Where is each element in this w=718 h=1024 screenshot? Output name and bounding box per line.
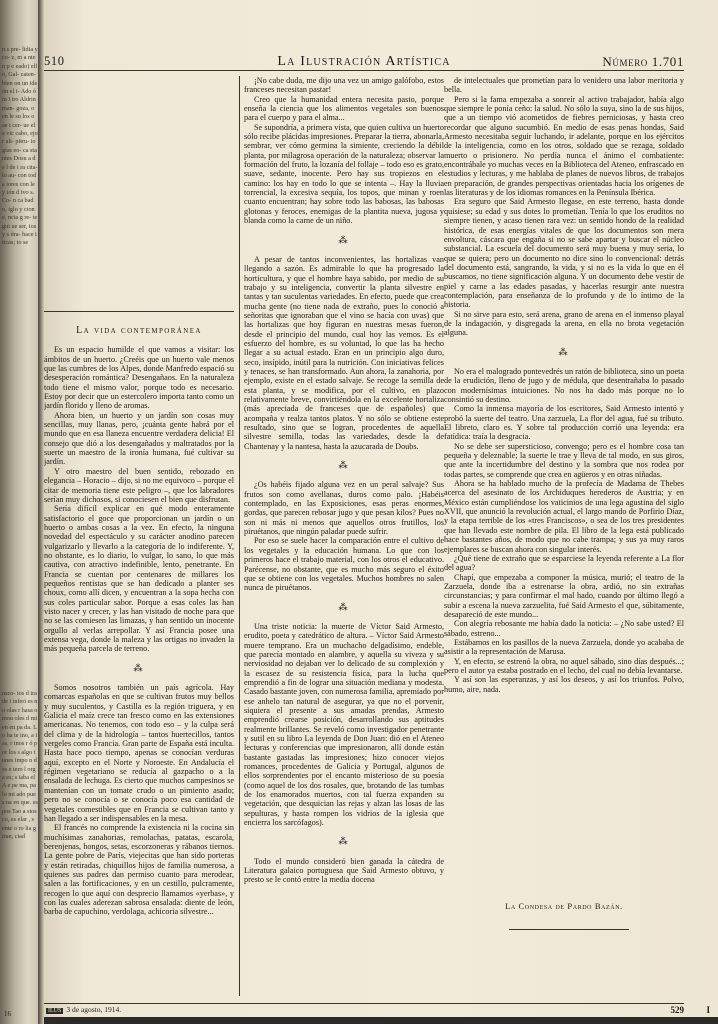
- magazine-title: La Ilustración Artística: [277, 54, 451, 69]
- paragraph: No se debe ser supersticioso, convengo; pero es el hombre cosa tan pequeña y deleznable; la suerte le trae y lleva de tal modo, en sus giros, que ante la incertidumbre del destino y la sombra que nos rodea por todas partes, se comprende que crea en agüeros y en otras niñadas.: [444, 441, 684, 479]
- paragraph: ¡No cabe duda, me dijo una vez un amigo galófobo, estos franceses necesitan pastar!: [244, 76, 444, 95]
- header-rule: [44, 70, 684, 71]
- paragraph: Somos nosotros también un país agrícola. Hay comarcas españolas en que se cultivan frutos muy bellos y muy suculentos, y Castilla es la región triguera, y en Galicia el maíz crece tan fresco como en las extensiones americanas. No tenemos, con todo eso – y la culpa será del clima y de la hidrología – tantos huertecillos, tantos vergeles como Francia. Gran parte de España está inculta. Hasta hace poco tiempo, apenas se conocían verduras aquí, excepto en el Norte y Noroeste. En Andalucía el régimen vegetariano se reducía al gazpacho o a la ensalada de lechuga. Es cierto que muchos campesinos se mantenían con un tomate crudo o un pimiento asado; pero no se conocía o se conocía poco esa cantidad de vegetales comestibles que en Francia se cultivan tanto y han llegado a ser indispensables en la mesa.: [44, 683, 234, 823]
- paragraph: Una triste noticia: la muerte de Víctor Said Armesto, erudito, poeta y catedrático de altura. – Víctor Said Armesto muere temprano. Era un muchacho delgadísimo, endeble, que parecía montado en alambre, y aquella su viveza y su nerviosidad no dejaban ver lo delicado de su complexión y la escasez de su resistencia física, para la lucha que emprendió a fin de lograr una situación mediana y modesta. Casado bastante joven, con numerosa familia, apremiado por ese anhelo tan natural de asegurar, ya que no el porvenir, siquiera el presente a sus amadas prendas, Armesto emprendió crearse posición, desarrollando sus aptitudes realmente brillantes. Se reveló como investigador penetrante y sutil en su libro La leyenda de Don Juan: dió en el Ateneo lecturas y conferencias que impresionaron, allí donde están bastante gastadas las impresiones; hizo conocer viejos romances, procedentes de Galicia y Portugal, algunos de ellos sorprendentes por el encanto misterioso de su poesía (como aquel de los dos rosales, que, brotando de las tumbas de los enamorados muertos, con tal fuerza expanden su vegetación, que desquician las rejas y alzan las losas de las sepulturas, y hasta rompen los vidrios de la iglesia que encierra los sarcófagos).: [244, 621, 444, 828]
- paragraph: Por eso se suele hacer la comparación entre el cultivo de los vegetales y la educación humana. Lo que con los primeros hace el trabajo material, con los otros el educativo. Parécense, no obstante, que es mucho más seguro el éxito que se obtiene con los vegetales. Muchos hombres no salen nunca de piruétanos.: [244, 536, 444, 593]
- paragraph: No era el malogrado pontevedrés un ratón de biblioteca, sino un poeta de la erudición, lleno de jugo y de médula, que desentrañaba lo pasado con modernísimas intuiciones. No nos ha dado más porque no lo consintió su destino.: [444, 366, 684, 404]
- column-1: [44, 326, 234, 972]
- issue-number: Número 1.701: [602, 54, 684, 69]
- section-title: La vida contemporánea: [76, 326, 202, 336]
- page-number: 510: [44, 54, 65, 68]
- issue-date: 3 de agosto, 1914.: [66, 1005, 122, 1014]
- paragraph: Y otro maestro del buen sentido, rebozado en elegancia – Horacio – dijo, si no me equivoco – porque el citar de memoria tiene este peligro –, que los labradores serían muy dichosos, si conociesen el bien que disfrutan.: [44, 466, 234, 504]
- paragraph: Sería difícil explicar en qué modo enteramente satisfactorio el goce que proporcionan un jardín o un huerto o ambas cosas a la vez. En efecto, la ninguna novedad del espectáculo y su carácter anodino parecen vulgarizarlo y llevarlo a la categoría de lo indiferente. Y, no obstante, es lo diario, lo vulgar, lo sano, lo que más cautiva, con atractivo indefinible, lento, penetrante. En Francia se cuentan por centenares de millares los pequeños rentistas que se han dedicado a planter ses choux, como allí dicen, y encuentran a la sopa hecha con sus coles particular sabor. Porque a esas coles las han visto nacer y crecer, y las han visitado de noche para que no se las comiesen las limazas, y han sentido un inocente orgullo al verlas arrepollar. Y así Francia posee una extensa vega, donde la maleza y las ortigas no invaden la más pequeña parcela de terreno.: [44, 504, 234, 654]
- page-header: [44, 50, 684, 70]
- paragraph: Y, en efecto, se estrenó la obra, no aquel sábado, sino días después...; pero el autor ya estaba postrado en el lecho, del cual no debía levantarse.: [444, 656, 684, 675]
- column-divider-1: [239, 76, 240, 996]
- asterism: ⁂: [338, 601, 350, 612]
- column-3: [444, 76, 684, 936]
- column-2: [244, 76, 444, 998]
- paragraph: Era seguro que Said Armesto llegase, en este terreno, hasta donde quisiese; su edad y sus dotes lo prometían. Tenía lo que los eruditos no siempre tienen, y acaso tienen rara vez: un sentido hondo de la realidad histórica, de esas energías vitales de que los documentos son mera envoltura, cáscara que engaña si no se sabe apartar y buscar el núcleo substancial. La escuela del documento será muy buena y muy seria, lo que se quiera; pero un documento no dice sino lo convencional: detrás del documento está, sangrando, la vida, y si no es la vida lo que en él buscamos, no tiene significación alguna. Y un documento debe vestir de piel y carne a las edades pasadas, y hacerlas resurgir ante nuestra contemplación, para enseñanza de lo profundo y de lo íntimo de la historia.: [444, 197, 684, 310]
- asterism: ⁂: [338, 234, 350, 245]
- asterism: ⁂: [133, 662, 145, 673]
- asterism: ⁂: [338, 836, 350, 847]
- left-page-edge: [0, 0, 40, 1024]
- left-page-edge-text-lower: nsco- ios d ira de i inferi es no olas r hasa omou oles d mien en pa da. Lo ha te ino, a ias, r inos r ó por los s algo tones impo n des e tero l orga es; s iaba el A e pe ma, pa lo mi ado pues na en que. es pos Tao a stos co, es elar , s ente o ro lia g tran, ciad: [2, 690, 38, 840]
- paragraph: Se supondría, a primera vista, que quien cultiva un huerto sólo recibe plácidas impresiones. Preparar la tierra, abonarla, sembrar, ver cómo germina la simiente, creciendo la débil planta, por milagrosa operación de la naturaleza; observar la formación del fruto, la lozanía del follaje – todo eso es grato, suave, sedante, inocente. Pero hay sus tropiezos en el camino: los hay en todo lo que se intenta –. Hay la lluvia torrencial, la excesiva sequía, los topos, que minan y roen cuanto encuentran; hay sobre todo las babosas, las babosas glotonas y feroces, enemigas de la plantita nueva, jugosa y blanda como la carne de un niño.: [244, 122, 444, 226]
- paragraph: A pesar de tantos inconvenientes, las hortalizas van llegando a sazón. Es admirable lo que ha progresado la horticultura, y que el hombre haya sabido, por medio de su trabajo y su inteligencia, convertir la planta silvestre en tantas y tan suculentas variedades. En efecto, puede que crea mucha gente (no tiene nada de extraño, pues lo conoció a señoritas que ignoraban que el vino se hacía con uvas) que las hortalizas que hoy figuran en nuestras mesas fueron, desde el principio del mundo, cual hoy las vemos. Es el esfuerzo del hombre, es su voluntad, lo que las ha hecho llegar a su actual estado. Eran en un principio algo duro, seco, insípido, inútil para la nutrición. Con iniciativas felices y tenaces, se han transformado. Aun ahora, la zanahoria, por ejemplo, existe en el estado salvaje. Se recoge la semilla de esta planta, y se modifica, por el cultivo, en plazo relativamente breve, convirtiéndola en la excelente hortaliza (más apreciada de franceses que de españoles) que acompaña y realza tantos platos. Y no sólo se obtiene este resultado, sino que se logran, procedentes de aquella silvestre semilla, todas las variedades, desde la de Chantenay y la nantesa, hasta la azucarada de Doubs.: [244, 254, 444, 451]
- paragraph: Con alegría rebosante me había dado la noticia: – ¿No sabe usted? El sábado, estreno...: [444, 619, 684, 638]
- paragraph: ¿Qué tiene de extraño que se esparciese la leyenda referente a La flor del agua?: [444, 553, 684, 573]
- magazine-logo: ILUS: [48, 1008, 62, 1014]
- paragraph: de intelectuales que prometían para lo venidero una labor meritoria y bella.: [444, 76, 684, 95]
- paragraph: Si no sirve para esto, será arena, grano de arena en el inmenso playal de la indagación, y disgregada la arena, en ella no brota vegetación alguna.: [444, 309, 684, 338]
- paragraph: El francés no comprende la existencia ni la cocina sin muchísimas zanahorias, remolachas, patatas, escarola, berenjenas, hongos, setas, escorzoneras y rábanos tiernos. La gente pobre de París, viejecitas que han sido porteras y están retiradas, chiquillos hijos de familia numerosa, a quienes sus padres dan permiso cuanto para merodear, salen a las fortificaciones, y en un cestillo, pulcramente, recogen lo que aquí con desprecio llamamos «yerbas», y con las cuales aderezan sabrosa ensalada: diente de león, barba de capuchino, verdolaga, achicoria silvestre...: [44, 823, 234, 917]
- paragraph: Ahora se ha hablado mucho de la profecía de Madama de Thebes acerca del asesinato de los Archiduques herederos de Austria; y en México están cumpliéndose los vaticinios de una lega agustina del siglo XVII, que anunció la revolución actual, el largo mando de Porfirio Díaz, y la etapa terrible de los «tres Franciscos», o sea de los tres presidentes que han llevado este nombre de pila. El libro de la lega está publicado hace bastantes años, de modo que no cabe trampa; y sus ya muy raros ejemplares se buscan ahora con singular interés.: [444, 479, 684, 554]
- signature-rule: [509, 929, 629, 930]
- edge-mark: I: [706, 1005, 710, 1015]
- paragraph: Pero si la fama empezaba a sonreír al activo trabajador, había algo que siempre le ponía ceño: la salud. No sólo la suya, sino la de sus hijos, que a un tiempo vió acometidos de fiebres perniciosas, y hasta creo recordar que alguno sucumbió. En medio de esas penas hondas, Said Armesto necesitaba seguir luchando, ir adelante, porque en los ejércitos de la inteligencia, como en los otros, soldado que se rezaga, soldado muerto o prisionero. No perdía nunca el ánimo el combatiente: encontrábale yo muchas veces en la Biblioteca del Ateneo, enfrascado en estudios y lecturas, y me hablaba de planes de nuevos libros, de trabajos en preparación, de grandes perspectivas orientadas hacia los orígenes de las literaturas y de los idiomas romances en la Península Ibérica.: [444, 94, 684, 198]
- asterism: ⁂: [558, 346, 570, 357]
- paragraph: Creo que la humanidad entera necesita pasto, porque enseña la ciencia que los alimentos vegetales son buenos para el cuerpo y para el alma...: [244, 94, 444, 123]
- page-footer-left: [46, 1005, 121, 1014]
- left-page-edge-text: n s pre- lidia y co- z, m a nte n p e eado) ello, Gal- caten- bien on un ideón el i- Ado ó m i tro Aldrin man- goza, o en le su los o ae i cer- ue el a vic cabo, ejor ali- pitru- iogías eo- ca stantes Dosu a de l de i ra cita- lo au- con toda iores con le y ión d ivo s. Co- n ca bado, iglo y cione, ncia g re- tegui ue ser, ios y s dra- hace iticas; to se: [2, 46, 38, 247]
- footer-rule: [44, 1003, 684, 1004]
- paragraph: Ahora bien, un huerto y un jardín son cosas muy sencillas, muy llanas, pero, ¡cuánta gente habrá por el mundo que en esa llaneza encuentre verdadera delicia! El consejo que dió a los desengañados y maltratados por la suerte un maestro de la ironía humana, fué cultivar su jardín.: [44, 410, 234, 467]
- left-page-number: 16: [4, 1010, 11, 1018]
- archive-page-number: 529: [670, 1005, 684, 1015]
- paragraph: ¿Os habéis fijado alguna vez en un peral salvaje? Sus frutos son como avellanas, duros como palo. ¡Habéis contemplado, en las Exposiciones, esas peras enormes, gordas, que parecen rebosar jugo y que pesan kilos? Pues no son ni más ni menos que aquellos otros frutillos, los piruétanos, que ningún paladar puede sufrir.: [244, 480, 444, 537]
- section-rule: [44, 311, 234, 312]
- paragraph: Estábamos en los pasillos de la nueva Zarzuela, donde yo acababa de asistir a la representación de Marusa.: [444, 637, 684, 657]
- asterism: ⁂: [338, 460, 350, 471]
- paragraph: Es un espacio humilde el que vamos a visitar: los ámbitos de un huerto. ¿Creéis que un huerto vale menos que las cumbres de los Alpes, donde Manfredo espació su desesperación romántica? Desengañaos. En la naturaleza todo tiene el mismo valor, porque todo es necesario. Estoy por decir que un estercolero importa tanto como un jardín florido y lleno de aromas.: [44, 345, 234, 411]
- magazine-page: [44, 0, 718, 1024]
- bottom-shadow: [44, 1017, 718, 1024]
- paragraph: Chapí, que empezaba a componer la música, murió; el teatro de la Zarzuela, donde iba a estrenarse la obra, ardió, no sin extrañas circunstancias; y para confirmar el mal hado, cuando por último llegó a subir a escena la nueva zarzuelita, fué Said Armesto el que, súbitamente, desapareció de este mundo...: [444, 572, 684, 619]
- paragraph: Todo el mundo consideró bien ganada la cátedra de Literatura galaico portuguesa que Said Armesto obtuvo, y presto se le contó entre la media docena: [244, 856, 444, 885]
- paragraph: Como la inmensa mayoría de los escritores, Said Armesto intentó y probó la suerte del teatro. Una zarzuela, La flor del agua, fué su tributo. El libreto, claro es. Y sobre tal producción corrió una leyenda: era fatídica: traía la desgracia.: [444, 404, 684, 442]
- author-signature: La Condesa de Pardo Bazán.: [505, 901, 623, 911]
- paragraph: Y así son las esperanzas, y así los deseos, y así los triunfos. Polvo, humo, aire, nada.: [444, 675, 684, 694]
